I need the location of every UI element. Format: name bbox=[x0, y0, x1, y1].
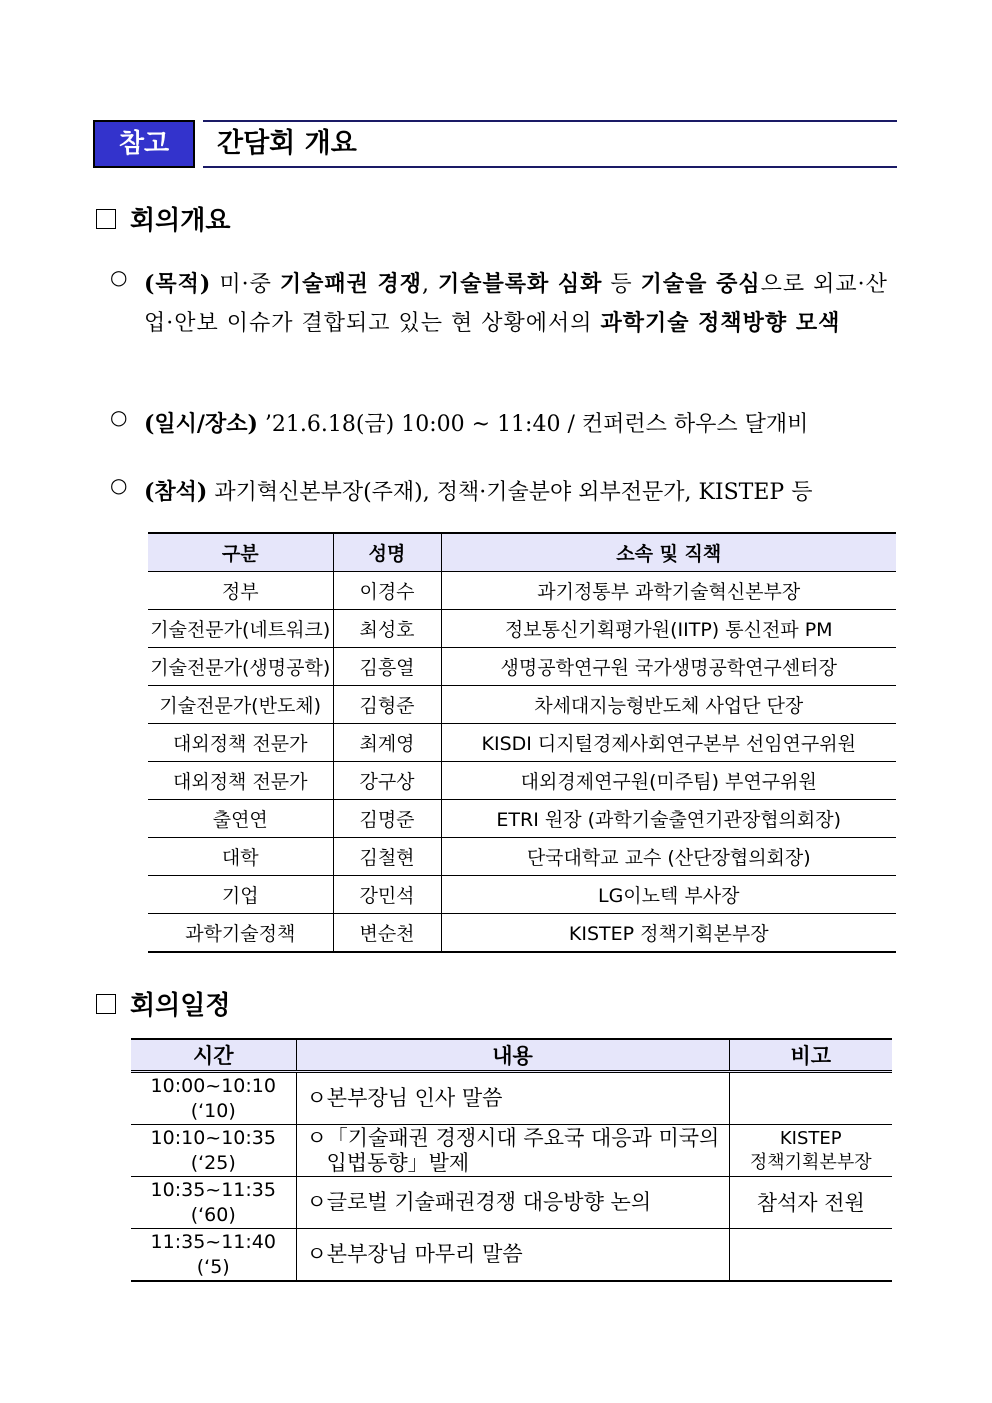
name-cell: 이경수 bbox=[333, 572, 441, 610]
purpose-text-3: 등 bbox=[602, 272, 641, 297]
purpose-bold-2: 기술블록화 심화 bbox=[437, 271, 603, 297]
page-title: 간담회 개요 bbox=[203, 120, 897, 168]
column-header: 구분 bbox=[148, 533, 333, 572]
table-header-row bbox=[131, 1039, 892, 1072]
time-range: 11:35~11:40 bbox=[150, 1230, 276, 1253]
affiliation-cell: KISDI 디지털경제사회연구본부 선임연구위원 bbox=[441, 724, 896, 762]
section-heading-text: 회의일정 bbox=[130, 991, 231, 1021]
category-cell: 정부 bbox=[148, 572, 333, 610]
datetime-value: ’21.6.18(금) 10:00 ~ 11:40 / 컨퍼런스 하우스 달개비 bbox=[257, 412, 809, 437]
column-header: 내용 bbox=[296, 1039, 729, 1072]
category-cell: 기업 bbox=[148, 876, 333, 914]
time-cell bbox=[131, 1125, 296, 1177]
category-cell: 기술전문가(네트워크) bbox=[148, 610, 333, 648]
column-header: 시간 bbox=[131, 1039, 296, 1072]
name-cell: 김흥열 bbox=[333, 648, 441, 686]
affiliation-cell: 단국대학교 교수 (산단장협의회장) bbox=[441, 838, 896, 876]
schedule-table bbox=[131, 1038, 892, 1282]
category-cell: 대외정책 전문가 bbox=[148, 762, 333, 800]
attendees-label: (참석) bbox=[144, 479, 208, 505]
purpose-label: (목적) bbox=[144, 271, 212, 297]
affiliation-cell: 차세대지능형반도체 사업단 단장 bbox=[441, 686, 896, 724]
note-line-2: 정책기획본부장 bbox=[749, 1151, 872, 1173]
circle-bullet-icon: ○ bbox=[110, 265, 128, 289]
purpose-text-1: 미·중 bbox=[211, 272, 280, 297]
purpose-bold-4: 과학기술 정책방향 모색 bbox=[600, 310, 841, 336]
name-cell: 최성호 bbox=[333, 610, 441, 648]
affiliation-cell: 생명공학연구원 국가생명공학연구센터장 bbox=[441, 648, 896, 686]
category-cell: 기술전문가(생명공학) bbox=[148, 648, 333, 686]
content-cell bbox=[296, 1177, 729, 1229]
affiliation-cell: LG이노텍 부사장 bbox=[441, 876, 896, 914]
note-cell bbox=[729, 1125, 892, 1177]
column-header: 소속 및 직책 bbox=[441, 533, 896, 572]
section-heading-schedule bbox=[96, 990, 230, 1022]
datetime-label: (일시/장소) bbox=[144, 411, 258, 437]
duration: (‘10) bbox=[190, 1099, 236, 1122]
purpose-bold-3: 기술을 중심 bbox=[640, 271, 761, 297]
attendees-value: 과기혁신본부장(주재), 정책·기술분야 외부전문가, KISTEP 등 bbox=[207, 480, 813, 505]
time-range: 10:10~10:35 bbox=[150, 1126, 276, 1149]
checkbox-square-icon bbox=[96, 209, 116, 229]
category-cell: 출연연 bbox=[148, 800, 333, 838]
datetime-text bbox=[144, 405, 897, 444]
table-row bbox=[148, 610, 896, 648]
bullet-purpose bbox=[110, 265, 897, 343]
table-header-row bbox=[148, 533, 896, 572]
name-cell: 김철현 bbox=[333, 838, 441, 876]
content-line: ㅇ「기술패권 경쟁시대 주요국 대응과 미국의 bbox=[306, 1125, 720, 1150]
table-row bbox=[148, 686, 896, 724]
purpose-bold-1: 기술패권 경쟁 bbox=[279, 271, 422, 297]
category-cell: 대외정책 전문가 bbox=[148, 724, 333, 762]
bullet-datetime bbox=[110, 405, 897, 444]
time-cell bbox=[131, 1229, 296, 1282]
table-row bbox=[148, 914, 896, 953]
note-line: KISTEP bbox=[779, 1127, 842, 1149]
title-bar bbox=[93, 120, 897, 168]
reference-badge: 참고 bbox=[93, 120, 195, 168]
content-line: ㅇ글로벌 기술패권경쟁 대응방향 논의 bbox=[306, 1190, 652, 1214]
time-range: 10:35~11:35 bbox=[150, 1178, 276, 1201]
table-row bbox=[148, 800, 896, 838]
duration: (‘5) bbox=[196, 1255, 230, 1278]
circle-bullet-icon: ○ bbox=[110, 473, 128, 497]
time-range: 10:00~10:10 bbox=[150, 1074, 276, 1097]
content-line: ㅇ본부장님 인사 말씀 bbox=[306, 1086, 503, 1110]
time-cell bbox=[131, 1072, 296, 1125]
note-cell bbox=[729, 1072, 892, 1125]
content-cell bbox=[296, 1229, 729, 1282]
table-row bbox=[131, 1072, 892, 1125]
name-cell: 강민석 bbox=[333, 876, 441, 914]
purpose-text bbox=[144, 265, 897, 343]
column-header: 성명 bbox=[333, 533, 441, 572]
affiliation-cell: 대외경제연구원(미주팀) 부연구위원 bbox=[441, 762, 896, 800]
name-cell: 김형준 bbox=[333, 686, 441, 724]
table-row bbox=[148, 838, 896, 876]
affiliation-cell: ETRI 원장 (과학기술출연기관장협의회장) bbox=[441, 800, 896, 838]
affiliation-cell: 과기정통부 과학기술혁신본부장 bbox=[441, 572, 896, 610]
time-cell bbox=[131, 1177, 296, 1229]
category-cell: 기술전문가(반도체) bbox=[148, 686, 333, 724]
table-row bbox=[148, 762, 896, 800]
content-cell bbox=[296, 1125, 729, 1177]
content-cell bbox=[296, 1072, 729, 1125]
content-line-2: 입법동향」발제 bbox=[326, 1150, 470, 1175]
name-cell: 최계영 bbox=[333, 724, 441, 762]
attendee-table bbox=[148, 532, 896, 953]
affiliation-cell: KISTEP 정책기획본부장 bbox=[441, 914, 896, 953]
purpose-text-4: 으로 외교·산업·안보 이슈가 결합되고 있는 현 상황에서의 bbox=[144, 272, 888, 336]
note-cell bbox=[729, 1229, 892, 1282]
section-heading-overview bbox=[96, 205, 230, 237]
name-cell: 김명준 bbox=[333, 800, 441, 838]
category-cell: 대학 bbox=[148, 838, 333, 876]
table-row bbox=[148, 572, 896, 610]
section-heading-text: 회의개요 bbox=[130, 206, 231, 236]
bullet-attendees bbox=[110, 473, 897, 512]
table-row bbox=[148, 648, 896, 686]
table-row bbox=[131, 1125, 892, 1177]
note-line: 참석자 전원 bbox=[756, 1190, 865, 1215]
table-row bbox=[148, 724, 896, 762]
attendees-text bbox=[144, 473, 897, 512]
category-cell: 과학기술정책 bbox=[148, 914, 333, 953]
purpose-text-2: , bbox=[421, 272, 438, 297]
content-line: ㅇ본부장님 마무리 말씀 bbox=[306, 1242, 523, 1266]
table-row bbox=[131, 1229, 892, 1282]
name-cell: 변순천 bbox=[333, 914, 441, 953]
name-cell: 강구상 bbox=[333, 762, 441, 800]
table-row bbox=[148, 876, 896, 914]
circle-bullet-icon: ○ bbox=[110, 405, 128, 429]
note-cell bbox=[729, 1177, 892, 1229]
checkbox-square-icon bbox=[96, 994, 116, 1014]
column-header: 비고 bbox=[729, 1039, 892, 1072]
duration: (‘60) bbox=[190, 1203, 236, 1226]
duration: (‘25) bbox=[190, 1151, 236, 1174]
table-row bbox=[131, 1177, 892, 1229]
affiliation-cell: 정보통신기획평가원(IITP) 통신전파 PM bbox=[441, 610, 896, 648]
